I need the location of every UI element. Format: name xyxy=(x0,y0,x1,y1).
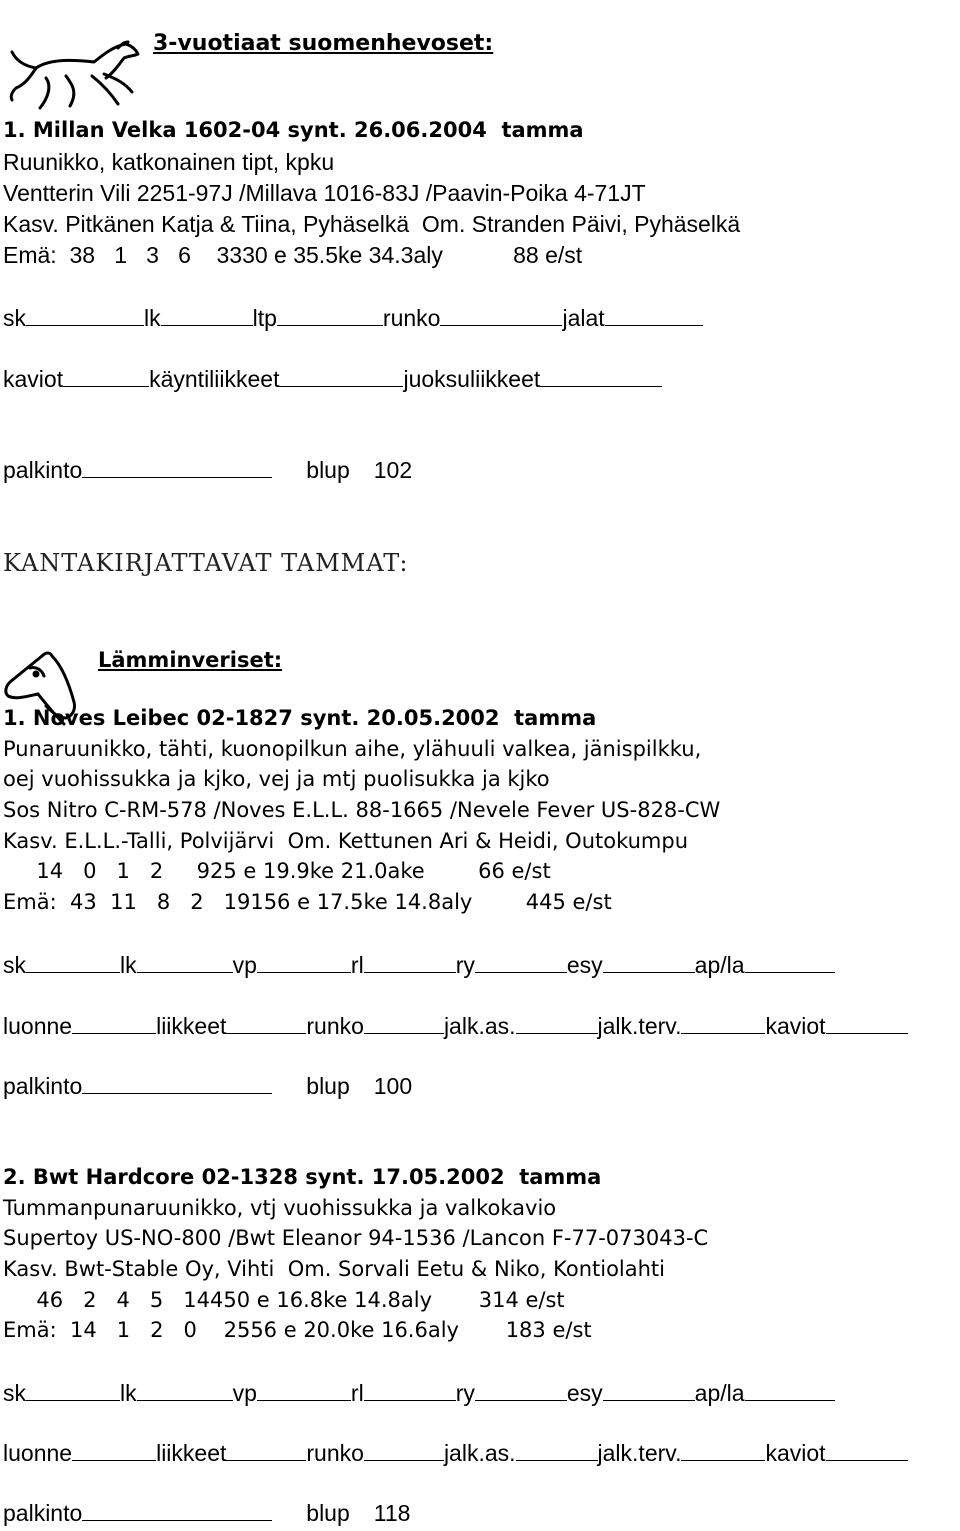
blank-line xyxy=(26,952,120,973)
horse3-scores-row2 xyxy=(3,1440,908,1467)
blank-line xyxy=(603,1380,695,1401)
blank-line xyxy=(226,1013,306,1034)
score-label: ry xyxy=(455,952,475,978)
blank-line xyxy=(257,952,351,973)
horse1-breeder: Kasv. Pitkänen Katja & Tiina, Pyhäselkä Om. Stranden Päivi, Pyhäselkä xyxy=(3,211,741,237)
blank-line xyxy=(364,1013,444,1034)
section-subtitle: Lämminveriset: xyxy=(98,648,283,672)
blank-line xyxy=(605,305,703,326)
blup-value: 118 xyxy=(373,1500,411,1526)
score-label: ltp xyxy=(252,305,277,331)
running-horse-logo xyxy=(6,2,144,131)
horse2-scores-row2 xyxy=(3,1013,908,1040)
horse3-scores-row1 xyxy=(3,1380,835,1407)
blank-line xyxy=(475,1380,567,1401)
blank-line xyxy=(72,1013,156,1034)
score-label: jalk.terv. xyxy=(597,1440,682,1466)
blank-line xyxy=(277,305,383,326)
horse3-pedigree: Supertoy US-NO-800 /Bwt Eleanor 94-1536 /Lancon F-77-073043-C xyxy=(3,1226,709,1250)
score-label: sk xyxy=(3,952,26,978)
score-label: esy xyxy=(566,1380,603,1406)
horse3-dam-stats: Emä: 14 1 2 0 2556 e 20.0ke 16.6aly 183 e/st xyxy=(3,1318,592,1342)
horse2-color-line1: Punaruunikko, tähti, kuonopilkun aihe, ylähuuli valkea, jänispilkku, xyxy=(3,737,702,761)
score-label: jalk.terv. xyxy=(597,1013,682,1039)
horse3-heading: 2. Bwt Hardcore 02-1328 synt. 17.05.2002 tamma xyxy=(3,1165,602,1189)
blank-line xyxy=(364,1380,456,1401)
score-label: juoksuliikkeet xyxy=(403,366,541,392)
prize-label: palkinto xyxy=(3,1073,83,1099)
score-label: liikkeet xyxy=(156,1440,227,1466)
score-label: kaviot xyxy=(765,1440,826,1466)
blup-label: blup xyxy=(306,1500,350,1526)
horse1-scores-row2 xyxy=(3,366,662,393)
blup-label: blup xyxy=(306,457,350,483)
blank-line xyxy=(161,305,253,326)
blank-line xyxy=(26,305,144,326)
blank-line xyxy=(63,366,149,387)
horse2-prize-row xyxy=(3,1073,412,1100)
blank-line xyxy=(226,1440,306,1461)
score-label: liikkeet xyxy=(156,1013,227,1039)
horse3-prize-row xyxy=(3,1500,410,1527)
score-label: esy xyxy=(566,952,603,978)
score-label: ry xyxy=(455,1380,475,1406)
blank-line xyxy=(137,1380,233,1401)
horse1-pedigree: Ventterin Vili 2251-97J /Millava 1016-83J /Paavin-Poika 4-71JT xyxy=(3,180,646,206)
blank-line xyxy=(364,952,456,973)
blup-value: 102 xyxy=(373,457,413,483)
blank-line xyxy=(681,1013,765,1034)
score-label: luonne xyxy=(3,1013,73,1039)
score-label: kaviot xyxy=(765,1013,826,1039)
horse2-dam-stats: Emä: 43 11 8 2 19156 e 17.5ke 14.8aly 445 e/st xyxy=(3,890,612,914)
blank-line xyxy=(72,1440,156,1461)
score-label: lk xyxy=(120,1380,137,1406)
score-label: rl xyxy=(350,1380,364,1406)
horse1-color: Ruunikko, katkonainen tipt, kpku xyxy=(3,149,335,175)
score-label: lk xyxy=(144,305,161,331)
blank-line xyxy=(257,1380,351,1401)
blank-line xyxy=(540,366,662,387)
score-label: jalk.as. xyxy=(443,1440,516,1466)
horse3-own-stats: 46 2 4 5 14450 e 16.8ke 14.8aly 314 e/st xyxy=(3,1288,565,1312)
blank-line xyxy=(279,366,403,387)
blank-line xyxy=(82,1073,272,1094)
score-label: ap/la xyxy=(694,1380,745,1406)
blank-line xyxy=(826,1013,908,1034)
score-label: vp xyxy=(232,1380,257,1406)
score-label: lk xyxy=(120,952,137,978)
blank-line xyxy=(516,1440,598,1461)
blank-line xyxy=(475,952,567,973)
blank-line xyxy=(516,1013,598,1034)
score-label: käyntiliikkeet xyxy=(149,366,280,392)
blank-line xyxy=(745,1380,835,1401)
blank-line xyxy=(82,1500,272,1521)
horse2-breeder: Kasv. E.L.L.-Talli, Polvijärvi Om. Kettunen Ari & Heidi, Outokumpu xyxy=(3,829,689,853)
score-label: rl xyxy=(350,952,364,978)
blank-line xyxy=(440,305,562,326)
blank-line xyxy=(745,952,835,973)
horse2-heading: 1. Noves Leibec 02-1827 synt. 20.05.2002 tamma xyxy=(3,706,597,730)
horse1-dam-stats: Emä: 38 1 3 6 3330 e 35.5ke 34.3aly 88 e/st xyxy=(3,242,583,268)
blank-line xyxy=(826,1440,908,1461)
horse1-prize-row xyxy=(3,457,412,484)
score-label: kaviot xyxy=(3,366,64,392)
blank-line xyxy=(681,1440,765,1461)
score-label: runko xyxy=(306,1440,364,1466)
horse2-own-stats: 14 0 1 2 925 e 19.9ke 21.0ake 66 e/st xyxy=(3,859,551,883)
score-label: runko xyxy=(382,305,441,331)
score-label: jalat xyxy=(562,305,605,331)
score-label: sk xyxy=(3,1380,26,1406)
score-label: ap/la xyxy=(694,952,745,978)
blank-line xyxy=(26,1380,120,1401)
score-label: jalk.as. xyxy=(443,1013,516,1039)
horse2-color-line2: oej vuohissukka ja kjko, vej ja mtj puolisukka ja kjko xyxy=(3,767,550,791)
horse3-color: Tummanpunaruunikko, vtj vuohissukka ja valkokavio xyxy=(3,1196,557,1220)
prize-label: palkinto xyxy=(3,457,83,483)
blank-line xyxy=(364,1440,444,1461)
horse3-breeder: Kasv. Bwt-Stable Oy, Vihti Om. Sorvali Eetu & Niko, Kontiolahti xyxy=(3,1257,666,1281)
prize-label: palkinto xyxy=(3,1500,83,1526)
blank-line xyxy=(137,952,233,973)
score-label: vp xyxy=(232,952,257,978)
horse1-heading: 1. Millan Velka 1602-04 synt. 26.06.2004 tamma xyxy=(3,118,584,142)
section-title: KANTAKIRJATTAVAT TAMMAT: xyxy=(3,549,409,577)
score-label: luonne xyxy=(3,1440,73,1466)
score-label: runko xyxy=(306,1013,364,1039)
horse1-scores-row1 xyxy=(3,305,703,332)
blup-value: 100 xyxy=(373,1073,413,1099)
blank-line xyxy=(82,457,272,478)
blank-line xyxy=(603,952,695,973)
page-title: 3-vuotiaat suomenhevoset: xyxy=(153,31,494,56)
score-label: sk xyxy=(3,305,26,331)
horse2-scores-row1 xyxy=(3,952,835,979)
blup-label: blup xyxy=(306,1073,350,1099)
horse2-pedigree: Sos Nitro C-RM-578 /Noves E.L.L. 88-1665 /Nevele Fever US-828-CW xyxy=(3,798,721,822)
